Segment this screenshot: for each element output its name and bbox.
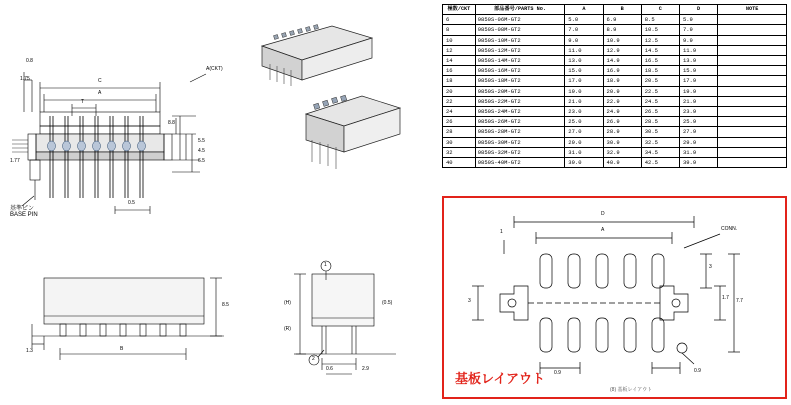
cell-c: 20.5	[641, 76, 679, 86]
pcb-dim-3-left: 3	[468, 298, 471, 304]
cell-note	[718, 45, 787, 55]
cell-ckt: 10	[443, 35, 476, 45]
table-row	[443, 25, 787, 35]
cell-note	[718, 107, 787, 117]
cell-d: 21.9	[679, 96, 717, 106]
isometric-connector-upper	[258, 18, 378, 88]
cell-part: 9850S-14M-GT2	[475, 56, 565, 66]
cell-note	[718, 147, 787, 157]
pcb-dim-d: D	[601, 211, 605, 217]
detail-dim-h: (H)	[284, 300, 291, 306]
cell-b: 20.9	[603, 86, 641, 96]
cell-c: 18.5	[641, 66, 679, 76]
cell-note	[718, 96, 787, 106]
cell-note	[718, 56, 787, 66]
cell-part: 9850S-16M-GT2	[475, 66, 565, 76]
header-c: C	[641, 5, 679, 15]
cell-d: 5.9	[679, 15, 717, 25]
cell-d: 13.9	[679, 56, 717, 66]
dim-a: A	[98, 90, 102, 96]
pcb-layout-title: 基板レイアウト	[455, 372, 545, 387]
cell-c: 16.5	[641, 56, 679, 66]
cell-a: 31.0	[565, 147, 603, 157]
cell-b: 6.9	[603, 15, 641, 25]
detail-dim-0-6: 0.6	[326, 366, 333, 372]
table-row	[443, 66, 787, 76]
cell-c: 8.5	[641, 15, 679, 25]
cell-c: 30.5	[641, 127, 679, 137]
pcb-dim-7-7: 7.7	[736, 298, 743, 304]
table-row	[443, 76, 787, 86]
cell-d: 15.9	[679, 66, 717, 76]
dim-8-5: 8.5	[222, 302, 229, 308]
cell-ckt: 6	[443, 15, 476, 25]
side-view	[24, 272, 244, 372]
dim-1-3: 1.3	[26, 348, 33, 354]
pcb-dim-a: A	[601, 227, 605, 233]
cell-a: 11.0	[565, 45, 603, 55]
detail-view-drawing	[266, 258, 416, 388]
cell-a: 17.0	[565, 76, 603, 86]
dim-t: T	[81, 99, 85, 105]
cell-part: 9850S-06M-GT2	[475, 15, 565, 25]
isometric-lower-drawing	[300, 92, 410, 174]
header-b: B	[603, 5, 641, 15]
cell-part: 9850S-26M-GT2	[475, 117, 565, 127]
side-view-drawing	[24, 272, 244, 372]
cell-b: 18.9	[603, 76, 641, 86]
pcb-mark-1: 1	[500, 229, 503, 235]
cell-c: 42.5	[641, 158, 679, 168]
table-row	[443, 158, 787, 168]
cell-c: 22.5	[641, 86, 679, 96]
cell-b: 32.9	[603, 147, 641, 157]
cell-ckt: 30	[443, 137, 476, 147]
cell-a: 29.0	[565, 137, 603, 147]
cell-part: 9850S-20M-GT2	[475, 86, 565, 96]
cell-part: 9850S-18M-GT2	[475, 76, 565, 86]
base-pin-label-en: BASE PIN	[10, 212, 38, 218]
cell-d: 25.9	[679, 117, 717, 127]
cell-note	[718, 158, 787, 168]
pcb-dim-0-9-left: 0.9	[554, 370, 561, 376]
table-header-row	[443, 5, 787, 15]
cell-d: 7.9	[679, 25, 717, 35]
header-part-no: 部品番号/PARTS No.	[475, 5, 565, 15]
cell-d: 17.9	[679, 76, 717, 86]
cell-ckt: 32	[443, 147, 476, 157]
front-view	[10, 60, 270, 220]
dim-1-77: 1.77	[10, 158, 20, 164]
detail-view	[266, 258, 416, 388]
cell-note	[718, 35, 787, 45]
cell-d: 27.9	[679, 127, 717, 137]
cell-b: 8.9	[603, 25, 641, 35]
dim-0-8: 0.8	[26, 58, 33, 64]
cell-note	[718, 137, 787, 147]
parts-table	[442, 4, 787, 168]
cell-b: 10.9	[603, 35, 641, 45]
cell-note	[718, 25, 787, 35]
cell-c: 14.5	[641, 45, 679, 55]
cell-ckt: 18	[443, 76, 476, 86]
header-note: NOTE	[718, 5, 787, 15]
cell-b: 26.9	[603, 117, 641, 127]
cell-d: 31.9	[679, 147, 717, 157]
cell-d: 9.9	[679, 35, 717, 45]
cell-b: 22.9	[603, 96, 641, 106]
cell-a: 13.0	[565, 56, 603, 66]
cell-c: 26.5	[641, 107, 679, 117]
pcb-dim-0-9-right: 0.9	[694, 368, 701, 374]
cell-part: 9850S-28M-GT2	[475, 127, 565, 137]
table-row	[443, 56, 787, 66]
cell-c: 28.5	[641, 117, 679, 127]
cell-part: 9850S-22M-GT2	[475, 96, 565, 106]
cell-ckt: 14	[443, 56, 476, 66]
cell-b: 40.9	[603, 158, 641, 168]
base-pin-label-jp: 基準ピン	[10, 205, 35, 212]
pcb-dim-3-right: 3	[709, 264, 712, 270]
dim-1-75: 1.75	[20, 76, 30, 82]
dim-8-8: 8.8	[168, 120, 175, 126]
cell-c: 12.5	[641, 35, 679, 45]
cell-a: 7.0	[565, 25, 603, 35]
detail-mark-2: 2	[312, 356, 315, 362]
cell-ckt: 12	[443, 45, 476, 55]
cell-a: 9.0	[565, 35, 603, 45]
cell-a: 23.0	[565, 107, 603, 117]
table-row	[443, 127, 787, 137]
table-row	[443, 15, 787, 25]
header-a: A	[565, 5, 603, 15]
cell-c: 10.5	[641, 25, 679, 35]
table-row	[443, 137, 787, 147]
cell-b: 16.9	[603, 66, 641, 76]
cell-part: 9850S-24M-GT2	[475, 107, 565, 117]
table-row	[443, 35, 787, 45]
cell-note	[718, 117, 787, 127]
cell-part: 9850S-32M-GT2	[475, 147, 565, 157]
dim-4-5: 4.5	[198, 148, 205, 154]
table-row	[443, 107, 787, 117]
dim-6-5: 6.5	[198, 158, 205, 164]
header-ckt: 極数/CKT	[443, 5, 476, 15]
cell-note	[718, 86, 787, 96]
cell-note	[718, 66, 787, 76]
table-row	[443, 147, 787, 157]
cell-part: 9850S-40M-GT2	[475, 158, 565, 168]
cell-ckt: 26	[443, 117, 476, 127]
cell-c: 32.5	[641, 137, 679, 147]
cell-ckt: 40	[443, 158, 476, 168]
front-view-drawing	[10, 60, 270, 225]
cell-b: 30.9	[603, 137, 641, 147]
cell-d: 29.9	[679, 137, 717, 147]
cell-ckt: 20	[443, 86, 476, 96]
cell-b: 14.9	[603, 56, 641, 66]
table-row	[443, 45, 787, 55]
cell-c: 34.5	[641, 147, 679, 157]
pcb-note-small: (8) 基板レイアウト	[610, 387, 653, 393]
pcb-label-conn: CONN.	[721, 226, 738, 232]
detail-mark-1: 1	[324, 262, 327, 268]
cell-a: 5.0	[565, 15, 603, 25]
cell-part: 9850S-08M-GT2	[475, 25, 565, 35]
cell-ckt: 22	[443, 96, 476, 106]
cell-a: 19.0	[565, 86, 603, 96]
cell-ckt: 28	[443, 127, 476, 137]
cell-part: 9850S-30M-GT2	[475, 137, 565, 147]
cell-b: 12.9	[603, 45, 641, 55]
cell-part: 9850S-10M-GT2	[475, 35, 565, 45]
pcb-dim-1-7: 1.7	[722, 295, 729, 301]
detail-dim-0-51: (0.5)	[382, 300, 393, 306]
cell-a: 27.0	[565, 127, 603, 137]
detail-dim-2-9: 2.9	[362, 366, 369, 372]
table-row	[443, 96, 787, 106]
table-row	[443, 86, 787, 96]
cell-ckt: 16	[443, 66, 476, 76]
cell-ckt: 8	[443, 25, 476, 35]
cell-d: 23.9	[679, 107, 717, 117]
dim-5-5: 5.5	[198, 138, 205, 144]
cell-d: 39.9	[679, 158, 717, 168]
cell-part: 9850S-12M-GT2	[475, 45, 565, 55]
table-row	[443, 117, 787, 127]
dim-b: B	[120, 346, 124, 352]
cell-d: 19.9	[679, 86, 717, 96]
cell-note	[718, 15, 787, 25]
label-a-ckt: A(CKT)	[206, 66, 223, 72]
cell-d: 11.9	[679, 45, 717, 55]
isometric-connector-lower	[300, 92, 410, 174]
detail-dim-r: (R)	[284, 326, 291, 332]
cell-ckt: 24	[443, 107, 476, 117]
cell-c: 24.5	[641, 96, 679, 106]
cell-a: 25.0	[565, 117, 603, 127]
cell-b: 28.9	[603, 127, 641, 137]
isometric-upper-drawing	[258, 18, 378, 88]
cell-a: 15.0	[565, 66, 603, 76]
cell-a: 21.0	[565, 96, 603, 106]
header-d: D	[679, 5, 717, 15]
cell-note	[718, 76, 787, 86]
dim-c: C	[98, 78, 102, 84]
cell-note	[718, 127, 787, 137]
cell-b: 24.9	[603, 107, 641, 117]
cell-a: 39.0	[565, 158, 603, 168]
dim-0-5: 0.5	[128, 200, 135, 206]
